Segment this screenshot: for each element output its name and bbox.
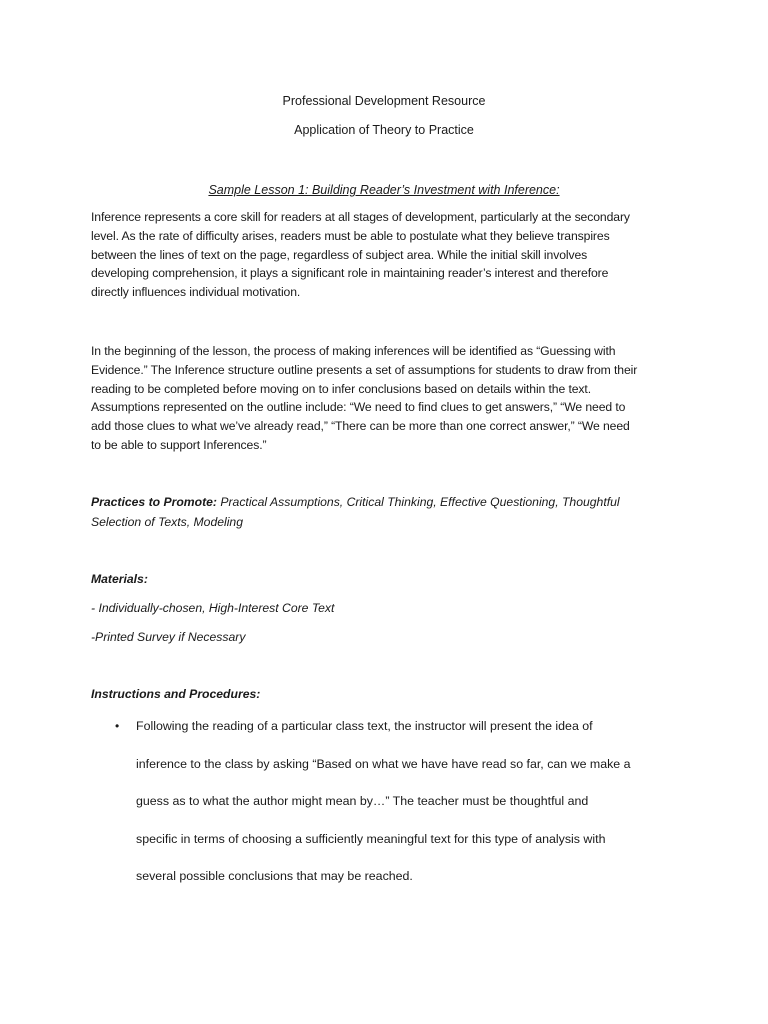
resource-title: Professional Development Resource: [282, 94, 486, 108]
practices-list-start: Practical Assumptions, Critical Thinking, Effective Questioning, Thoughtful: [216, 495, 620, 509]
material-item: - Individually-chosen, High-Interest Core Text: [91, 601, 335, 615]
paragraph-line: In the beginning of the lesson, the process of making inferences will be identified as “Guessing with: [91, 344, 616, 358]
page-subtitle: Application of Theory to Practice: [294, 123, 474, 137]
paragraph-line: Inference represents a core skill for readers at all stages of development, particularly at the secondary: [91, 210, 630, 224]
materials-heading: Materials:: [91, 572, 148, 586]
paragraph-line: between the lines of text on the page, regardless of subject area. While the initial skill involves: [91, 247, 588, 262]
material-item: -Printed Survey if Necessary: [91, 630, 246, 644]
practices-line: [91, 493, 681, 513]
instruction-line: inference to the class by asking “Based on what we have have read so far, can we make a: [136, 756, 631, 771]
paragraph-line: level. As the rate of difficulty arises, readers must be able to postulate what they believe transpires: [91, 228, 610, 243]
paragraph-line: developing comprehension, it plays a significant role in maintaining reader’s interest and therefore: [91, 266, 609, 281]
practices-list-end: Selection of Texts, Modeling: [91, 514, 243, 529]
instruction-line: several possible conclusions that may be reached.: [136, 869, 413, 883]
paragraph-line: Assumptions represented on the outline include: “We need to find clues to get answers,” “We need to: [91, 400, 626, 415]
paragraph-line: Evidence.” The Inference structure outline presents a set of assumptions for students to draw from their: [91, 362, 638, 377]
lesson-title: Sample Lesson 1: Building Reader’s Investment with Inference:: [208, 183, 560, 197]
paragraph-line: reading to be completed before moving on to infer conclusions based on details within the text.: [91, 381, 591, 396]
paragraph-line: add those clues to what we’ve already read,” “There can be more than one correct answer,” “We need: [91, 419, 630, 434]
instruction-line: specific in terms of choosing a sufficiently meaningful text for this type of analysis with: [136, 831, 606, 846]
instructions-heading: Instructions and Procedures:: [91, 687, 261, 701]
paragraph-line: directly influences individual motivation.: [91, 285, 301, 300]
instruction-line: Following the reading of a particular class text, the instructor will present the idea of: [136, 719, 593, 733]
practices-label: Practices to Promote:: [91, 495, 217, 509]
instruction-line: guess as to what the author might mean by…” The teacher must be thoughtful and: [136, 794, 589, 808]
paragraph-line: to be able to support Inferences.”: [91, 437, 267, 452]
practices-to-promote: [91, 493, 681, 532]
intro-paragraph: [91, 208, 681, 302]
bullet-icon: •: [115, 719, 120, 733]
lesson-beginning-paragraph: [91, 342, 681, 455]
instruction-step: [136, 716, 696, 904]
